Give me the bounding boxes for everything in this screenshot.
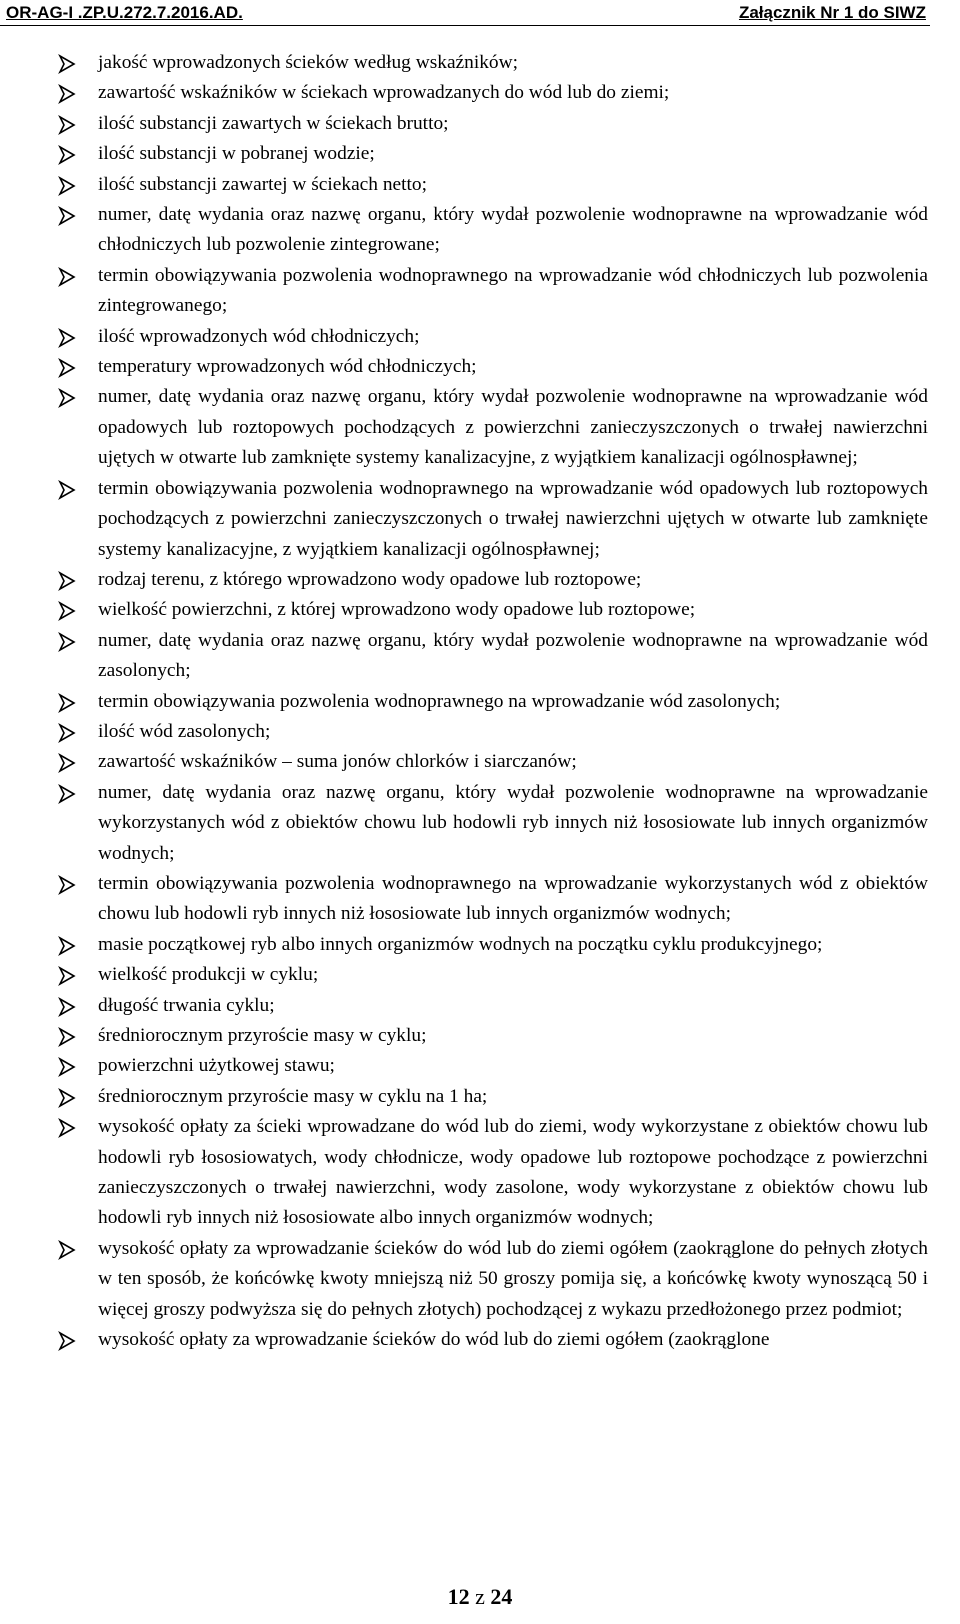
arrowhead-bullet-icon [58, 778, 76, 808]
list-item [58, 382, 928, 473]
arrowhead-bullet-icon [58, 1234, 76, 1264]
list-item-text: wysokość opłaty za wprowadzanie ścieków do wód lub do ziemi ogółem (zaokrąglone [98, 1329, 770, 1351]
list-item-text: średniorocznym przyroście masy w cyklu; [98, 1025, 427, 1046]
arrowhead-bullet-icon [58, 261, 76, 291]
list-item [58, 717, 928, 747]
list-item [58, 869, 928, 930]
arrowhead-bullet-icon [58, 200, 76, 230]
arrowhead-bullet-icon [58, 139, 76, 169]
page-number [0, 1584, 960, 1610]
arrowhead-bullet-icon [58, 382, 76, 412]
list-item-text: jakość wprowadzonych ścieków według wskaźników; [98, 52, 519, 73]
page-header [0, 0, 960, 30]
arrowhead-bullet-icon [58, 1082, 76, 1112]
arrowhead-bullet-icon [58, 565, 76, 595]
arrowhead-bullet-icon [58, 747, 76, 777]
arrowhead-bullet-icon [58, 869, 76, 899]
arrowhead-bullet-icon [58, 717, 76, 747]
arrowhead-bullet-icon [58, 626, 76, 656]
list-item-text: wielkość powierzchni, z której wprowadzono wody opadowe lub roztopowe; [98, 599, 696, 621]
list-item-text: zawartość wskaźników w ściekach wprowadzanych do wód lub do ziemi; [98, 82, 670, 104]
list-item [58, 352, 928, 382]
list-item-text: zawartość wskaźników – suma jonów chlorków i siarczanów; [98, 751, 577, 773]
arrowhead-bullet-icon [58, 1051, 76, 1081]
arrowhead-bullet-icon [58, 1325, 76, 1355]
list-item [58, 595, 928, 625]
arrowhead-bullet-icon [58, 48, 76, 78]
list-item-text: średniorocznym przyroście masy w cyklu na 1 ha; [98, 1085, 488, 1107]
list-item [58, 747, 928, 777]
bullet-list [58, 48, 928, 1355]
attachment-label: Załącznik Nr 1 do SIWZ [738, 3, 926, 22]
header-rule [0, 25, 930, 26]
page-separator: z [475, 1584, 485, 1609]
list-item [58, 991, 928, 1021]
list-item-text: numer, datę wydania oraz nazwę organu, który wydał pozwolenie wodnoprawne na wprowadzanie wód zasolonych; [98, 629, 928, 682]
list-item-text: ilość substancji w pobranej wodzie; [98, 143, 375, 165]
arrowhead-bullet-icon [58, 1021, 76, 1051]
arrowhead-bullet-icon [58, 960, 76, 990]
list-item [58, 930, 928, 960]
list-item [58, 626, 928, 687]
list-item [58, 1021, 928, 1051]
arrowhead-bullet-icon [58, 1112, 76, 1142]
arrowhead-bullet-icon [58, 352, 76, 382]
list-item [58, 1234, 928, 1325]
list-item [58, 1325, 928, 1355]
list-item-text: ilość wód zasolonych; [98, 720, 271, 742]
list-item-text: temperatury wprowadzonych wód chłodniczych; [98, 356, 477, 378]
list-item [58, 960, 928, 990]
arrowhead-bullet-icon [58, 991, 76, 1021]
list-item [58, 200, 928, 261]
list-item-text: wysokość opłaty za wprowadzanie ścieków do wód lub do ziemi ogółem (zaokrąglone do pełnych złotych w ten sposób, że końcówkę kwoty mniejszą niż 50 groszy pomija się, a końcówkę kwoty wynoszącą 50 i więcej groszy podwyższa się do pełnych złotych) pochodzącej z wykazu przedłożonego przez podmiot; [98, 1237, 928, 1320]
list-item-text: numer, datę wydania oraz nazwę organu, który wydał pozwolenie wodnoprawne na wprowadzanie wód chłodniczych lub pozwolenie zintegrowane; [98, 204, 928, 256]
list-item-text: numer, datę wydania oraz nazwę organu, który wydał pozwolenie wodnoprawne na wprowadzanie wód opadowych lub roztopowych pochodzących z powierzchni zanieczyszczonych o trwałej nawierzchni ujętych w otwarte lub zamknięte systemy kanalizacyjne, z wyjątkiem kanalizacji ogólnospławnej; [98, 386, 928, 469]
arrowhead-bullet-icon [58, 78, 76, 108]
list-item [58, 687, 928, 717]
list-item [58, 109, 928, 139]
document-reference: OR-AG-I .ZP.U.272.7.2016.AD. [6, 3, 243, 22]
list-item [58, 1051, 928, 1081]
arrowhead-bullet-icon [58, 595, 76, 625]
list-item [58, 139, 928, 169]
list-item [58, 778, 928, 869]
list-item [58, 474, 928, 565]
arrowhead-bullet-icon [58, 687, 76, 717]
list-item-text: wielkość produkcji w cyklu; [98, 964, 319, 986]
list-item-text: masie początkowej ryb albo innych organizmów wodnych na początku cyklu produkcyjnego; [98, 933, 823, 955]
list-item-text: ilość substancji zawartej w ściekach netto; [98, 173, 427, 195]
list-item [58, 261, 928, 322]
arrowhead-bullet-icon [58, 109, 76, 139]
list-item [58, 322, 928, 352]
list-item-text: termin obowiązywania pozwolenia wodnoprawnego na wprowadzanie wykorzystanych wód z obiektów chowu lub hodowli ryb innych niż łososiowate lub innych organizmów wodnych; [98, 872, 928, 925]
arrowhead-bullet-icon [58, 930, 76, 960]
list-item [58, 170, 928, 200]
list-item-text: termin obowiązywania pozwolenia wodnoprawnego na wprowadzanie wód opadowych lub roztopowych pochodzących z powierzchni zanieczyszczonych o trwałej nawierzchni ujętych w otwarte lub zamknięte systemy kanalizacyjne, z wyjątkiem kanalizacji ogólnospławnej; [98, 477, 928, 560]
list-item [58, 48, 928, 78]
total-pages: 24 [490, 1584, 513, 1609]
list-item-text: numer, datę wydania oraz nazwę organu, który wydał pozwolenie wodnoprawne na wprowadzanie wykorzystanych wód z obiektów chowu lub hodowli ryb innych niż łososiowate lub innych organizmów wodnych; [98, 781, 928, 864]
current-page: 12 [447, 1584, 470, 1609]
list-item-text: rodzaj terenu, z którego wprowadzono wody opadowe lub roztopowe; [98, 568, 642, 590]
arrowhead-bullet-icon [58, 170, 76, 200]
list-item-text: termin obowiązywania pozwolenia wodnoprawnego na wprowadzanie wód zasolonych; [98, 690, 781, 712]
arrowhead-bullet-icon [58, 474, 76, 504]
list-item-text: termin obowiązywania pozwolenia wodnoprawnego na wprowadzanie wód chłodniczych lub pozwolenia zintegrowanego; [98, 264, 928, 317]
list-item-text: długość trwania cyklu; [98, 994, 275, 1016]
arrowhead-bullet-icon [58, 322, 76, 352]
list-item-text: ilość wprowadzonych wód chłodniczych; [98, 325, 420, 347]
list-item [58, 78, 928, 108]
list-item [58, 565, 928, 595]
list-item-text: powierzchni użytkowej stawu; [98, 1055, 335, 1077]
list-item-text: ilość substancji zawartych w ściekach brutto; [98, 112, 449, 134]
list-item-text: wysokość opłaty za ścieki wprowadzane do wód lub do ziemi, wody wykorzystane z obiektów chowu lub hodowli ryb łososiowatych, wody chłodnicze, wody opadowe lub roztopowe pochodzące z powierzchni zanieczyszczonych o trwałej nawierzchni, wody zasolone, wody wykorzystane z obiektów chowu lub hodowli ryb innych niż łososiowate albo innych organizmów wodnych; [98, 1116, 928, 1229]
list-item [58, 1112, 928, 1234]
list-item [58, 1082, 928, 1112]
